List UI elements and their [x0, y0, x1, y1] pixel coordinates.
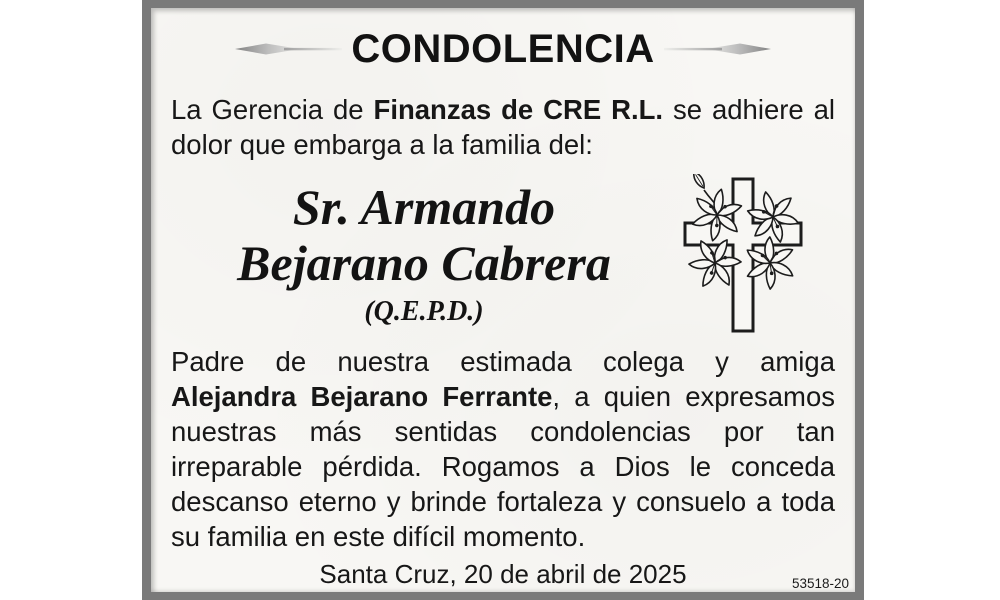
diamond-flourish-icon — [664, 38, 774, 60]
body-line-6: su familia en este difícil momento. — [171, 521, 586, 552]
colleague-name: Alejandra Bejarano Ferrante — [171, 381, 553, 412]
deceased-section — [171, 174, 835, 338]
obituary-paper — [151, 8, 855, 592]
obituary-ad-frame — [142, 0, 864, 600]
intro-text: se adhiere al — [663, 94, 836, 125]
intro-text: La Gerencia de — [171, 94, 374, 125]
deceased-name-block — [171, 174, 677, 332]
condolence-paragraph — [171, 344, 835, 554]
deceased-name-line-2: Bejarano Cabrera — [237, 235, 611, 291]
title-row — [151, 26, 855, 72]
intro-paragraph — [171, 92, 835, 162]
body-text: , a quien expresamos — [552, 381, 835, 412]
intro-line-2: dolor que embarga a la familia del: — [171, 129, 593, 160]
page-title: CONDOLENCIA — [351, 27, 655, 71]
company-name: Finanzas de CRE R.L. — [373, 94, 664, 125]
body-line-1: Padre de nuestra estimada colega y amiga — [171, 346, 835, 377]
body-line-3: nuestras más sentidas condolencias por tan — [171, 416, 835, 447]
cross-with-lilies-icon — [677, 174, 809, 336]
deceased-name-line-1: Sr. Armando — [292, 179, 556, 235]
body-line-5: descanso eterno y brinde fortaleza y consuelo a toda — [171, 486, 835, 517]
qepd-label: (Q.E.P.D.) — [364, 296, 484, 327]
dateline: Santa Cruz, 20 de abril de 2025 — [319, 559, 687, 589]
intro-line-1 — [171, 92, 835, 127]
body-line-4: irreparable pérdida. Rogamos a Dios le conceda — [171, 451, 835, 482]
ad-reference-number: 53518-20 — [791, 576, 849, 591]
diamond-flourish-icon — [232, 38, 342, 60]
body-line-2 — [171, 379, 835, 414]
